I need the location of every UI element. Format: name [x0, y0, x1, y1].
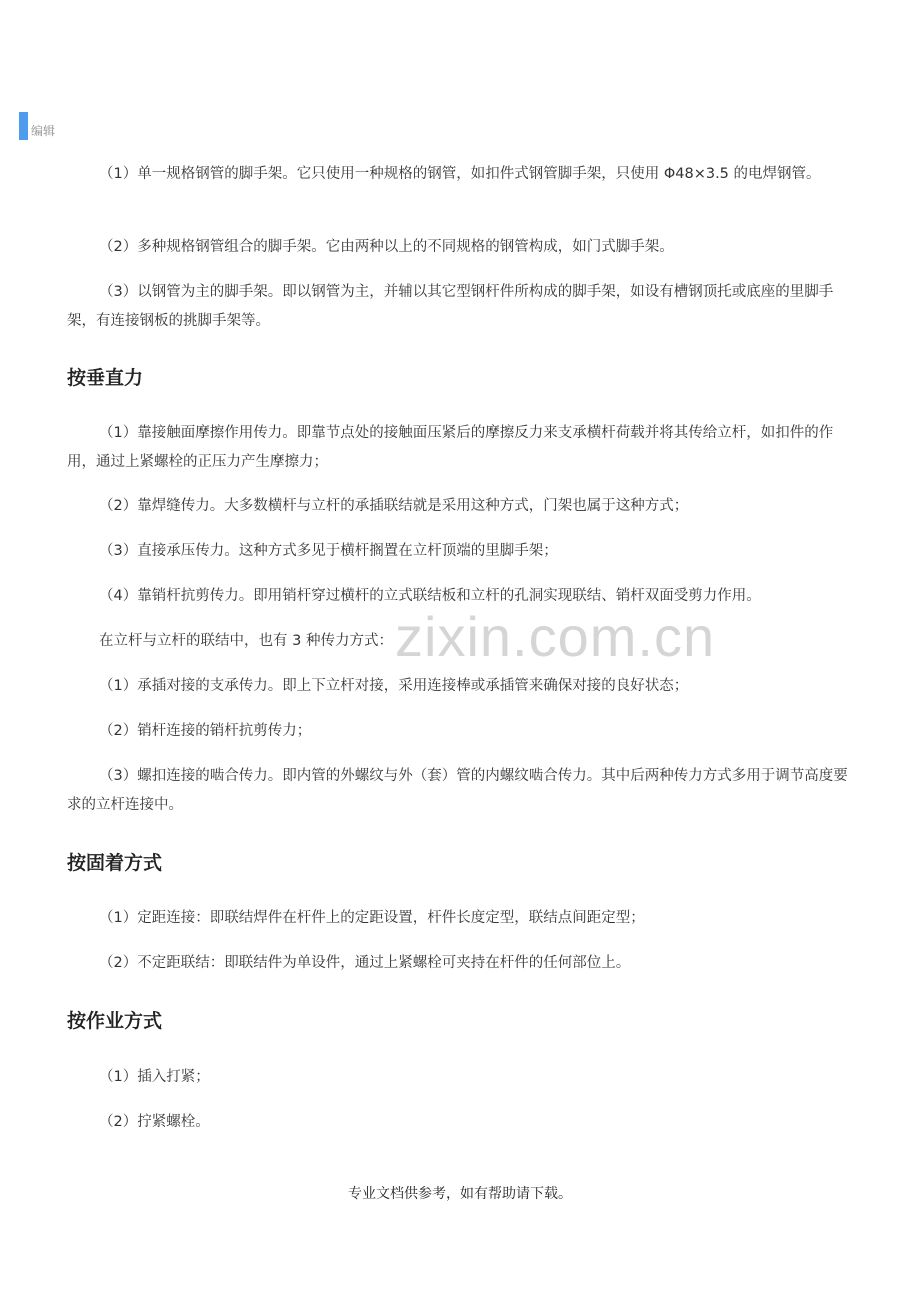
paragraph: （1）插入打紧；	[99, 1069, 210, 1085]
edit-link[interactable]: 编辑	[31, 123, 56, 138]
paragraph: （2）不定距联结：即联结件为单设件，通过上紧螺栓可夹持在杆件的任何部位上。	[99, 955, 631, 971]
paragraph: （1）承插对接的支承传力。即上下立杆对接，采用连接棒或承插管来确保对接的良好状态；	[99, 678, 689, 694]
paragraph: 在立杆与立杆的联结中，也有 3 种传力方式：	[99, 633, 393, 649]
paragraph: （3）螺扣连接的啮合传力。即内管的外螺纹与外（套）管的内螺纹啮合传力。其中后两种传力方式多用于调节高度要求的立杆连接中。	[67, 768, 848, 813]
paragraph: （3）直接承压传力。这种方式多见于横杆搁置在立杆顶端的里脚手架；	[99, 543, 558, 559]
paragraph: （2）拧紧螺栓。	[99, 1114, 210, 1130]
page-footer: 专业文档供参考，如有帮助请下载。	[348, 1186, 572, 1202]
section-heading: 按垂直力	[67, 367, 144, 389]
paragraph: （1）定距连接：即联结焊件在杆件上的定距设置，杆件长度定型，联结点间距定型；	[99, 910, 645, 926]
section-heading: 按作业方式	[67, 1010, 163, 1032]
watermark: zixin.com.cn	[395, 605, 716, 668]
paragraph: （2）销杆连接的销杆抗剪传力；	[99, 723, 312, 739]
paragraph: （4）靠销杆抗剪传力。即用销杆穿过横杆的立式联结板和立杆的孔洞实现联结、销杆双面受剪力作用。	[99, 588, 761, 604]
paragraph: （2）多种规格钢管组合的脚手架。它由两种以上的不同规格的钢管构成，如门式脚手架。	[99, 239, 674, 255]
section-heading: 按固着方式	[67, 852, 163, 874]
paragraph: （2）靠焊缝传力。大多数横杆与立杆的承插联结就是采用这种方式，门架也属于这种方式；	[99, 498, 689, 514]
paragraph: （3）以钢管为主的脚手架。即以钢管为主，并辅以其它型钢杆件所构成的脚手架，如设有槽钢顶托或底座的里脚手架，有连接钢板的挑脚手架等。	[67, 284, 834, 329]
edit-section-marker[interactable]	[19, 112, 55, 140]
paragraph: （1）靠接触面摩擦作用传力。即靠节点处的接触面压紧后的摩擦反力来支承横杆荷载并将其传给立杆，如扣件的作用，通过上紧螺栓的正压力产生摩擦力；	[67, 425, 834, 470]
paragraph: （1）单一规格钢管的脚手架。它只使用一种规格的钢管，如扣件式钢管脚手架，只使用 Φ48×3.5 的电焊钢管。	[99, 166, 821, 182]
edit-marker-bar	[19, 112, 28, 140]
